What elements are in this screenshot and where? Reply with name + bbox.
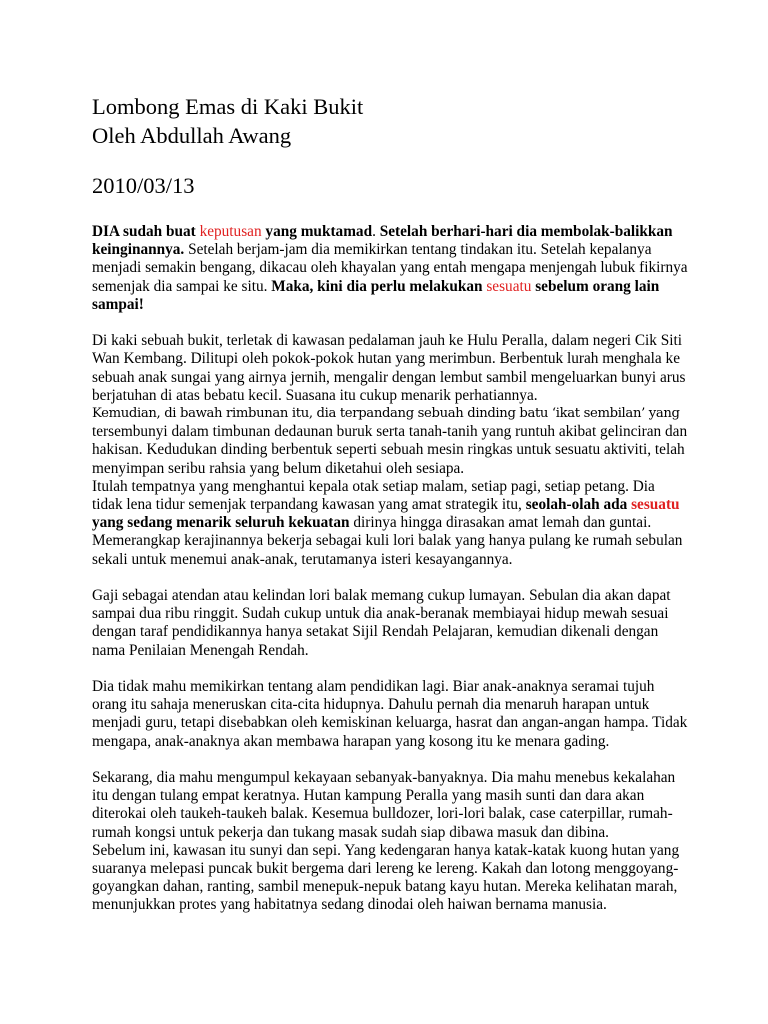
paragraph-5 (92, 769, 682, 915)
plain-text: Setelah berjam-jam dia memikirkan tentang tindakan itu. Setelah kepalanya (184, 241, 652, 259)
text-line (92, 223, 682, 241)
author-line: Oleh Abdullah Awang (92, 123, 292, 148)
text-line: orang itu sahaja meneruskan cita-cita hidupnya. Dahulu pernah dia menaruh harapan untuk (92, 696, 650, 714)
highlighted-word: sesuatu (486, 277, 532, 295)
highlighted-word: sesuatu (631, 496, 680, 514)
text-line: menunjukkan protes yang habitatnya sedang dinodai oleh haiwan bernama manusia. (92, 896, 607, 914)
text-line: Itulah tempatnya yang menghantui kepala otak setiap malam, setiap pagi, setiap petang. Dia (92, 477, 655, 495)
text-line: goyangkan dahan, ranting, sambil menepuk-nepuk batang kayu hutan. Mereka kelihatan marah, (92, 878, 678, 896)
text-line: sekali untuk menemui anak-anak, terutamanya isteri kesayangannya. (92, 550, 513, 568)
text-line: menjadi semakin bengang, dikacau oleh khayalan yang entah mengapa menjengah lubuk fikirnya (92, 259, 688, 277)
plain-text: semenjak dia sampai ke situ. (92, 277, 272, 295)
plain-text: dirinya hingga dirasakan amat lemah dan guntai. (349, 514, 652, 532)
text-line: sampai dua ribu ringgit. Sudah cukup untuk dia anak-beranak membiayai hidup mewah sesuai (92, 605, 669, 623)
text-line: dengan taraf pendidikannya hanya setakat Sijil Rendah Pelajaran, kemudian dikenali dengan (92, 623, 659, 641)
document-page (92, 92, 688, 915)
paragraph-gap (92, 751, 682, 769)
bold-text: yang sedang menarik seluruh kekuatan (92, 514, 350, 532)
text-line: Dia tidak mahu memikirkan tentang alam pendidikan lagi. Biar anak-anaknya seramai tujuh (92, 678, 655, 696)
highlighted-word: keputusan (199, 223, 262, 240)
text-line: diterokai oleh taukeh-taukeh balak. Kesemua bulldozer, lori-lori balak, case caterpillar, rumah- (92, 805, 673, 823)
paragraph-gap (92, 314, 682, 332)
paragraph-1 (92, 223, 688, 314)
text-line: Gaji sebagai atendan atau kelindan lori balak memang cukup lumayan. Sebulan dia akan dapat (92, 587, 671, 605)
text-line: menyimpan seribu rahsia yang belum diketahui oleh sesiapa. (92, 459, 465, 477)
text-line (92, 496, 682, 514)
text-line: Sebelum ini, kawasan itu sunyi dan sepi. Yang kedengaran hanya katak-katak kuong hutan yang (92, 841, 680, 859)
plain-text: tidak lena tidur semenjak terpandang kawasan yang amat strategik itu, (92, 496, 526, 514)
text-line: sebuah anak sungai yang airnya jernih, mengalir dengan lembut sambil mengeluarkan bunyi arus (92, 368, 686, 386)
bold-text: seolah-olah ada (525, 496, 632, 514)
text-line: nama Penilaian Menengah Rendah. (92, 641, 309, 659)
title-line: Lombong Emas di Kaki Bukit (92, 94, 364, 119)
text-line (92, 278, 682, 296)
text-line: berjatuhan di atas bebatu kecil. Suasana itu cukup menarik perhatiannya. (92, 386, 538, 404)
bold-text: DIA sudah buat (92, 223, 200, 240)
text-line: mengapa, anak-anaknya akan membawa harapan yang kosong itu ke menara gading. (92, 732, 610, 750)
text-line: suaranya melepasi puncak bukit bergema dari lereng ke lereng. Kakah dan lotong menggoyang- (92, 860, 679, 878)
plain-text: . (372, 223, 380, 240)
text-line: Kemudian, di bawah rimbunan itu, dia terpandang sebuah dinding batu ‘ikat sembilan’ yang (92, 406, 680, 422)
bold-text: sebelum orang lain (531, 277, 660, 295)
bold-text: yang muktamad (261, 223, 373, 240)
bold-text: keinginannya. (92, 241, 185, 259)
text-line: rumah kongsi untuk pekerja dan tukang masak sudah siap dibawa masuk dan dibina. (92, 823, 610, 841)
text-line: itu dengan tulang empat keratnya. Hutan kampung Peralla yang masih sunti dan dara akan (92, 787, 645, 805)
text-line (92, 241, 682, 259)
paragraph-2 (92, 332, 688, 569)
text-line: sampai! (92, 295, 144, 313)
text-line (92, 514, 682, 532)
text-line: Sekarang, dia mahu mengumpul kekayaan sebanyak-banyaknya. Dia mahu menebus kekalahan (92, 769, 676, 787)
text-line: tersembunyi dalam timbunan dedaunan buruk serta tanah-tanih yang runtuh akibat gelinciran dan (92, 423, 688, 441)
bold-text: Maka, kini dia perlu melakukan (271, 277, 487, 295)
text-line: Memerangkap kerajinannya bekerja sebagai kuli lori balak yang hanya pulang ke rumah sebulan (92, 532, 683, 550)
paragraph-4 (92, 678, 688, 751)
text-line: hakisan. Kedudukan dinding berbentuk seperti sebuah mesin ringkas untuk sesuatu aktiviti, telah (92, 441, 685, 459)
paragraph-3 (92, 587, 682, 660)
text-line: Di kaki sebuah bukit, terletak di kawasan pedalaman jauh ke Hulu Peralla, dalam negeri Cik Siti (92, 332, 683, 350)
text-line: Wan Kembang. Dilitupi oleh pokok-pokok hutan yang merimbun. Berbentuk lurah menghala ke (92, 350, 680, 368)
text-line: menjadi guru, tetapi disebabkan oleh kemiskinan keluarga, hasrat dan angan-angan hampa. Tidak (92, 714, 688, 732)
paragraph-gap (92, 569, 682, 587)
bold-text: Setelah berhari-hari dia membolak-balikkan (379, 223, 673, 240)
document-title (92, 92, 682, 150)
publication-date: 2010/03/13 (92, 173, 195, 198)
paragraph-gap (92, 660, 682, 678)
